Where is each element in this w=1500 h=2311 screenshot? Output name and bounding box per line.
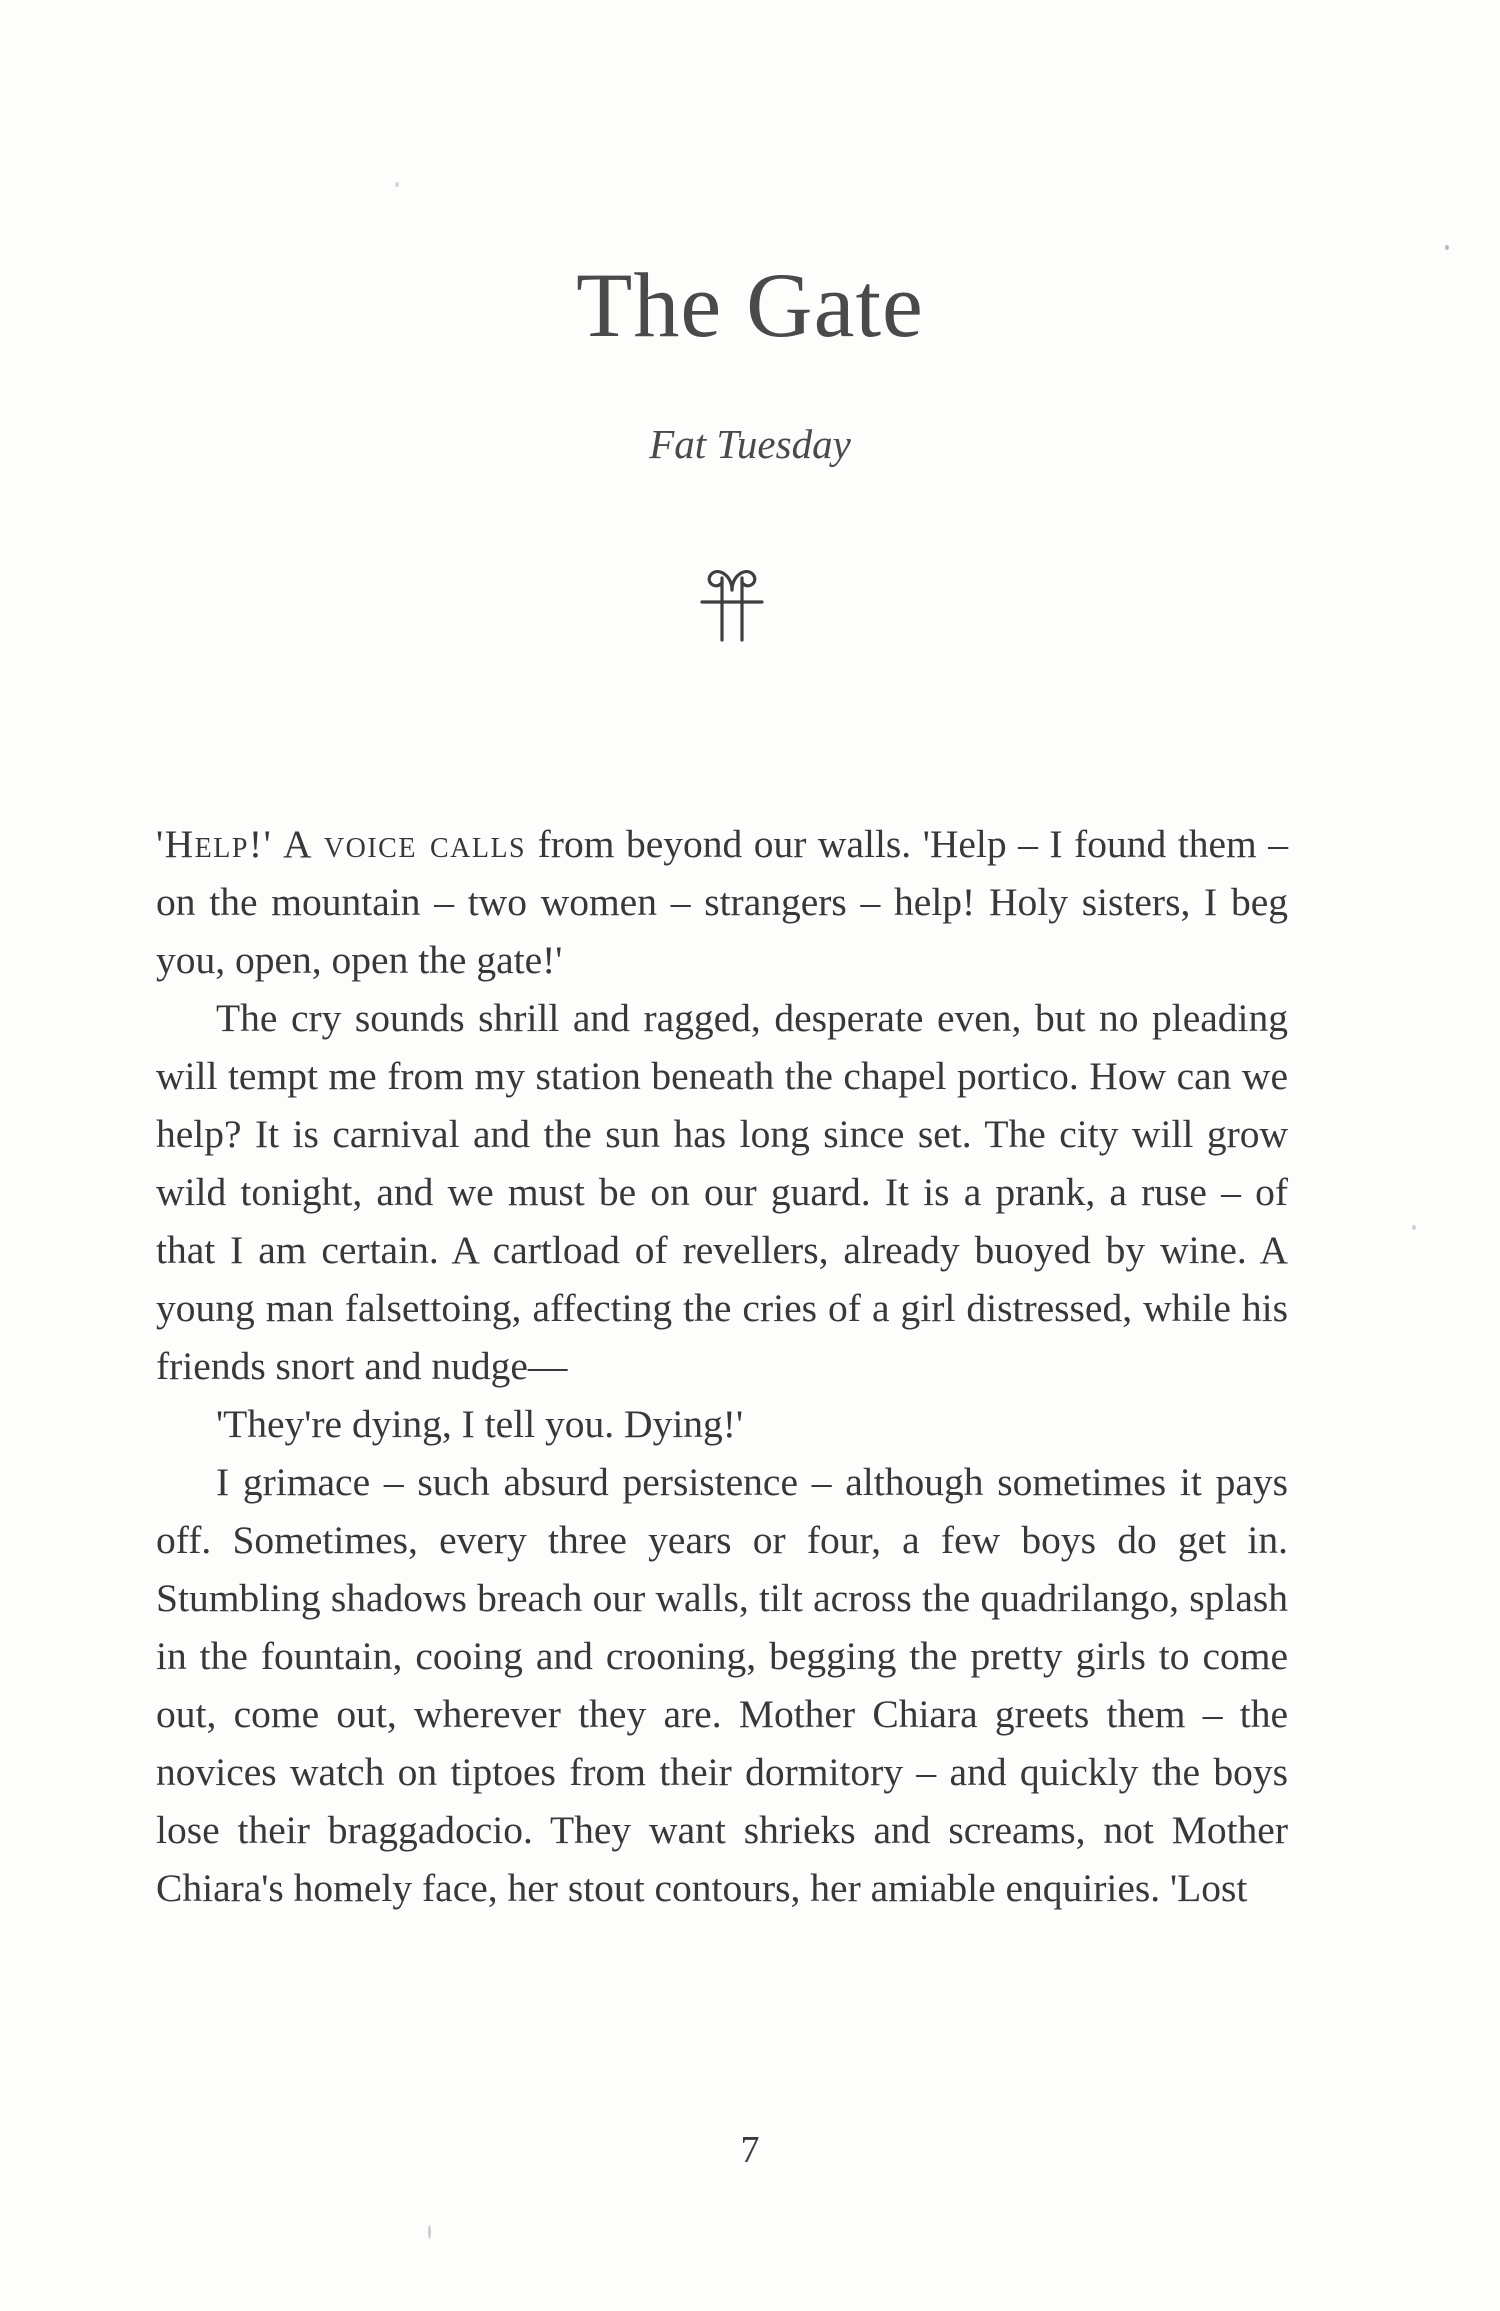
scan-speck: [1445, 245, 1449, 250]
scan-speck: [1412, 1225, 1416, 1230]
paragraph-1-text: from beyond our walls. 'Help – I found them – on the mountain – two women – strangers – help! Holy sisters, I beg you, open, open the gate!': [156, 822, 1288, 982]
paragraph-3: 'They're dying, I tell you. Dying!': [216, 1402, 744, 1446]
opening-smallcaps: 'Help!' A voice calls: [156, 822, 527, 866]
page-number: 7: [740, 2129, 760, 2171]
cross-ornament-icon: [696, 560, 768, 642]
scan-speck: [395, 182, 399, 187]
scan-speck: [428, 2225, 431, 2239]
chapter-body: [156, 815, 1288, 1917]
paragraph-2: The cry sounds shrill and ragged, desperate even, but no pleading will tempt me from my station beneath the chapel portico. How can we help? It is carnival and the sun has long since set. The city will grow wild tonight, and we must be on our guard. It is a prank, a ruse – of that I am certain. A cartload of revellers, already buoyed by wine. A young man falsettoing, affecting the cries of a girl distressed, while his friends snort and nudge—: [156, 996, 1288, 1388]
chapter-subtitle: Fat Tuesday: [649, 421, 851, 467]
paragraph-4: I grimace – such absurd persistence – although sometimes it pays off. Sometimes, every three years or four, a few boys do get in. Stumbling shadows breach our walls, tilt across the quadrilango, splash in the fountain, cooing and crooning, begging the pretty girls to come out, come out, wherever they are. Mother Chiara greets them – the novices watch on tiptoes from their dormitory – and quickly the boys lose their braggadocio. They want shrieks and screams, not Mother Chiara's homely face, her stout contours, her amiable enquiries. 'Lost: [156, 1460, 1288, 1910]
paragraph-1: [156, 815, 1288, 989]
chapter-title: The Gate: [576, 254, 924, 356]
